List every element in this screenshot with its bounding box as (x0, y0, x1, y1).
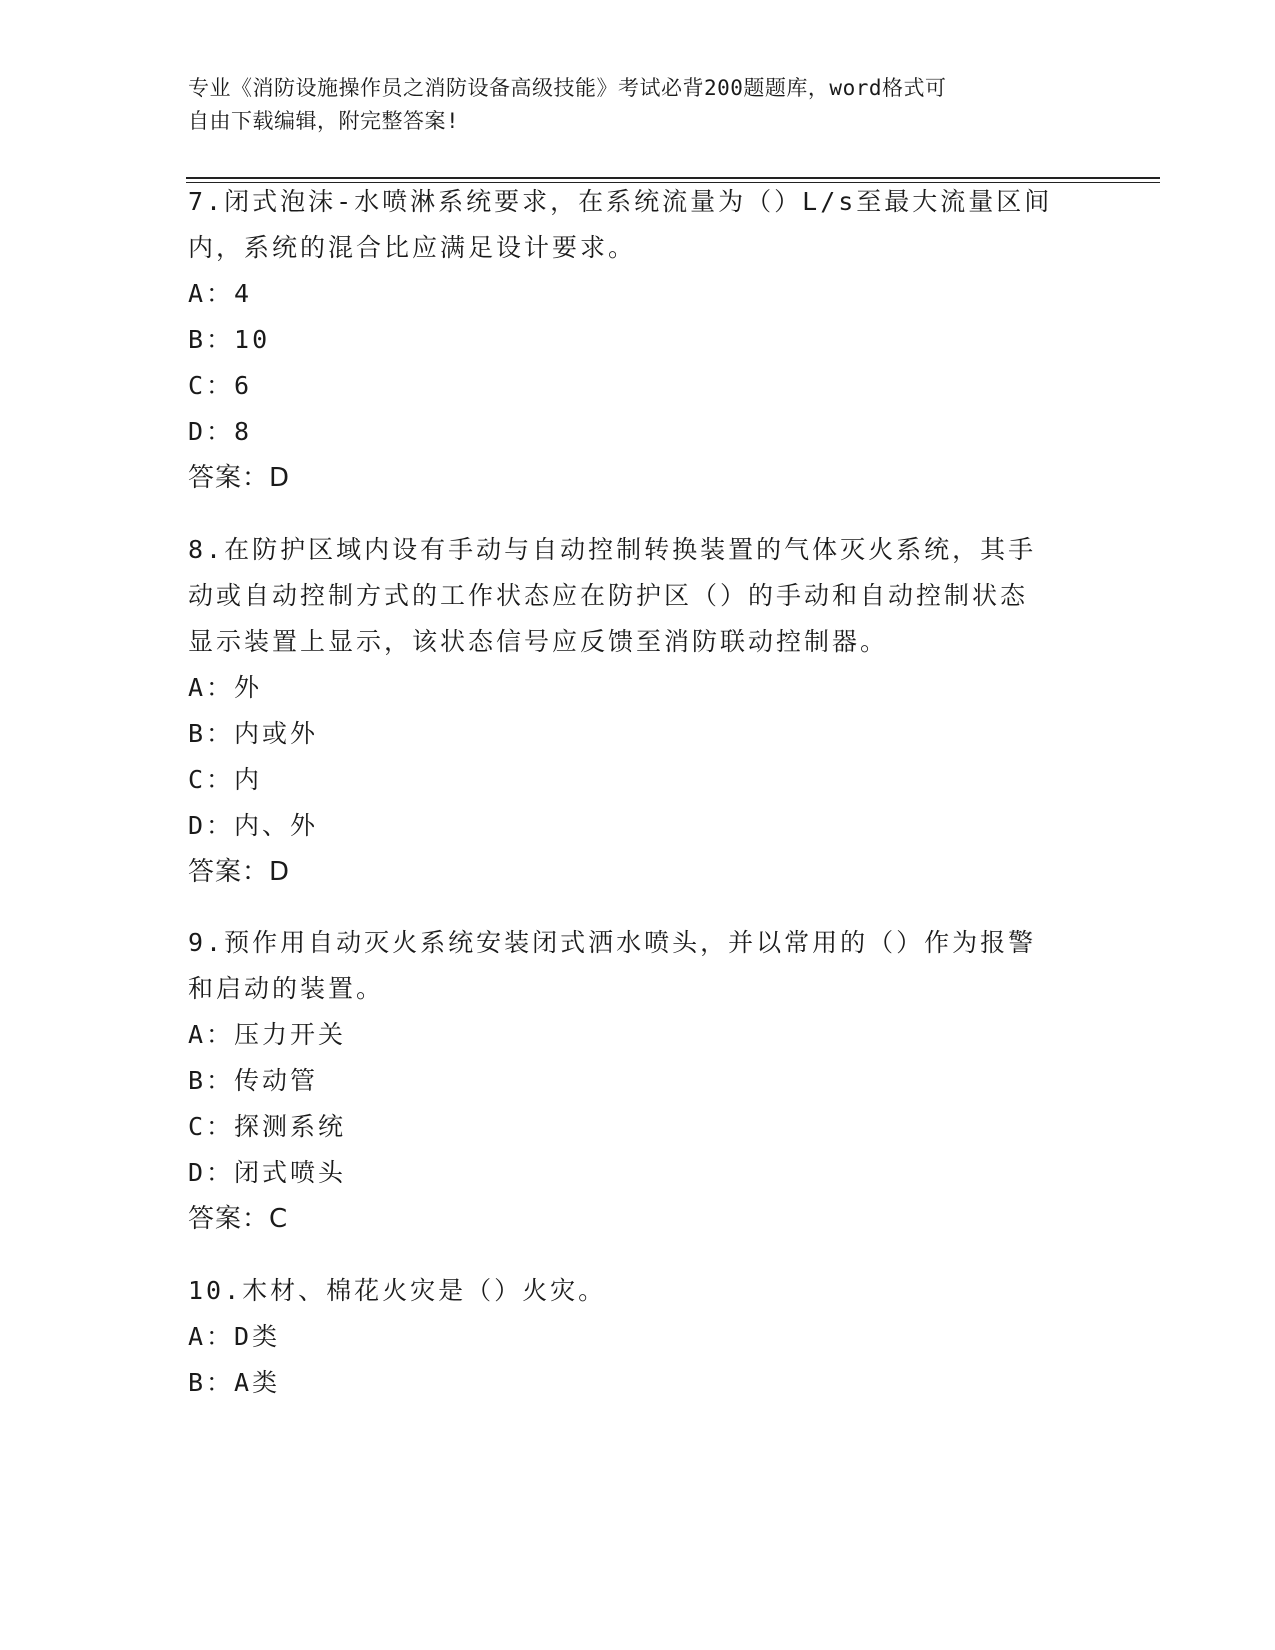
question-9 (188, 920, 1068, 1242)
question-stem: 内，系统的混合比应满足设计要求。 (188, 233, 637, 262)
question-stem: 8.在防护区域内设有手动与自动控制转换装置的气体灭火系统，其手 (188, 535, 1037, 564)
answer: 答案：D (188, 463, 291, 493)
question-stem: 10.木材、棉花火灾是（）火灾。 (188, 1276, 607, 1305)
option-c: C：探测系统 (188, 1112, 347, 1141)
answer: 答案：C (188, 1204, 289, 1234)
option-c: C：内 (188, 765, 263, 794)
option-d: D：8 (188, 417, 253, 446)
option-b: B：10 (188, 325, 271, 354)
option-b: B：A类 (188, 1368, 281, 1397)
question-8 (188, 527, 1068, 895)
option-d: D：闭式喷头 (188, 1158, 347, 1187)
document-header (188, 72, 1068, 138)
option-a: A：压力开关 (188, 1020, 347, 1049)
option-b: B：内或外 (188, 719, 319, 748)
question-7 (188, 179, 1068, 501)
option-a: A：外 (188, 673, 263, 702)
option-c: C：6 (188, 371, 253, 400)
question-stem: 和启动的装置。 (188, 974, 385, 1003)
header-line-2: 自由下载编辑，附完整答案! (188, 109, 460, 133)
question-stem: 9.预作用自动灭火系统安装闭式洒水喷头，并以常用的（）作为报警 (188, 928, 1037, 957)
option-a: A：4 (188, 279, 253, 308)
header-line-1: 专业《消防设施操作员之消防设备高级技能》考试必背200题题库，word格式可 (188, 76, 947, 100)
answer: 答案：D (188, 857, 291, 887)
question-stem: 动或自动控制方式的工作状态应在防护区（）的手动和自动控制状态 (188, 581, 1029, 610)
question-stem: 7.闭式泡沫-水喷淋系统要求，在系统流量为（）L/s至最大流量区间 (188, 187, 1053, 216)
option-a: A：D类 (188, 1322, 281, 1351)
question-10 (188, 1268, 1068, 1406)
option-b: B：传动管 (188, 1066, 319, 1095)
question-stem: 显示装置上显示，该状态信号应反馈至消防联动控制器。 (188, 627, 889, 656)
option-d: D：内、外 (188, 811, 319, 840)
